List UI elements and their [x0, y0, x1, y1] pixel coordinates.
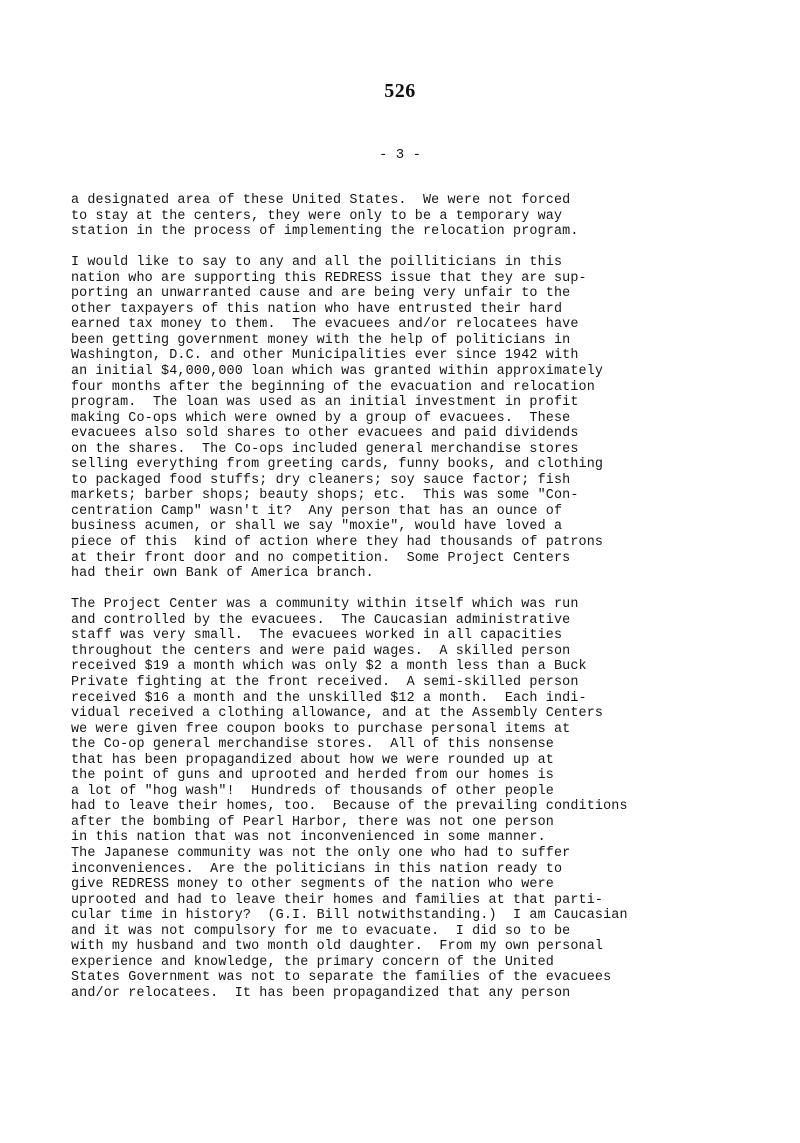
text-line: on the shares. The Co-ops included general merchandise stores: [71, 441, 579, 457]
text-line: a lot of "hog wash"! Hundreds of thousands of other people: [71, 783, 554, 799]
text-line: received $16 a month and the unskilled $12 a month. Each indi-: [71, 690, 587, 706]
text-line: piece of this kind of action where they had thousands of patrons: [71, 535, 604, 551]
text-line: Washington, D.C. and other Municipalities ever since 1942 with: [71, 348, 579, 364]
text-line: and/or relocatees. It has been propagandized that any person: [71, 985, 571, 1001]
body-text: [71, 193, 731, 1017]
text-line: nation who are supporting this REDRESS issue that they are sup-: [71, 270, 587, 286]
text-line: the Co-op general merchandise stores. All of this nonsense: [71, 737, 554, 753]
text-line: Private fighting at the front received. A semi-skilled person: [71, 674, 579, 690]
text-line: selling everything from greeting cards, funny books, and clothing: [71, 457, 604, 473]
text-line: earned tax money to them. The evacuees and/or relocatees have: [71, 317, 579, 333]
text-line: The Japanese community was not the only one who had to suffer: [71, 845, 571, 861]
text-line: had their own Bank of America branch.: [71, 566, 374, 582]
text-line: after the bombing of Pearl Harbor, there was not one person: [71, 814, 554, 830]
paragraph: [71, 597, 731, 1001]
text-line: throughout the centers and were paid wages. A skilled person: [71, 643, 571, 659]
text-line: an initial $4,000,000 loan which was granted within approximately: [71, 364, 604, 380]
text-line: with my husband and two month old daughter. From my own personal: [71, 939, 604, 955]
text-line: to stay at the centers, they were only to be a temporary way: [71, 208, 563, 224]
text-line: and controlled by the evacuees. The Caucasian administrative: [71, 612, 571, 628]
text-line: other taxpayers of this nation who have entrusted their hard: [71, 301, 563, 317]
text-line: The Project Center was a community within itself which was run: [71, 597, 579, 613]
text-line: in this nation that was not inconvenienced in some manner.: [71, 830, 546, 846]
text-line: evacuees also sold shares to other evacuees and paid dividends: [71, 426, 579, 442]
text-line: States Government was not to separate the families of the evacuees: [71, 970, 612, 986]
text-line: and it was not compulsory for me to evacuate. I did so to be: [71, 923, 571, 939]
text-line: markets; barber shops; beauty shops; etc. This was some "Con-: [71, 488, 579, 504]
text-line: staff was very small. The evacuees worked in all capacities: [71, 628, 563, 644]
text-line: vidual received a clothing allowance, and at the Assembly Centers: [71, 706, 604, 722]
sheet-number: - 3 -: [378, 147, 421, 163]
text-line: been getting government money with the help of politicians in: [71, 332, 571, 348]
text-line: uprooted and had to leave their homes and families at that parti-: [71, 892, 604, 908]
text-line: the point of guns and uprooted and herded from our homes is: [71, 768, 554, 784]
text-line: program. The loan was used as an initial investment in profit: [71, 395, 579, 411]
text-line: station in the process of implementing the relocation program.: [71, 224, 579, 240]
text-line: inconveniences. Are the politicians in this nation ready to: [71, 861, 563, 877]
text-line: experience and knowledge, the primary concern of the United: [71, 954, 554, 970]
paragraph: [71, 193, 731, 240]
text-line: a designated area of these United States. We were not forced: [71, 193, 571, 208]
text-line: making Co-ops which were owned by a group of evacuees. These: [71, 410, 571, 426]
text-line: give REDRESS money to other segments of the nation who were: [71, 877, 554, 893]
text-line: cular time in history? (G.I. Bill notwithstanding.) I am Caucasian: [71, 908, 628, 924]
text-line: four months after the beginning of the evacuation and relocation: [71, 379, 595, 395]
paragraph: [71, 255, 731, 581]
text-line: I would like to say to any and all the poilliticians in this: [71, 255, 563, 271]
text-line: centration Camp" wasn't it? Any person that has an ounce of: [71, 503, 563, 519]
text-line: at their front door and no competition. Some Project Centers: [71, 550, 571, 566]
text-line: porting an unwarranted cause and are being very unfair to the: [71, 286, 571, 302]
text-line: we were given free coupon books to purchase personal items at: [71, 721, 571, 737]
text-line: that has been propagandized about how we were rounded up at: [71, 752, 554, 768]
text-line: received $19 a month which was only $2 a month less than a Buck: [71, 659, 587, 675]
page-number: 526: [384, 80, 416, 102]
text-line: to packaged food stuffs; dry cleaners; soy sauce factor; fish: [71, 472, 571, 488]
text-line: business acumen, or shall we say "moxie", would have loved a: [71, 519, 563, 535]
text-line: had to leave their homes, too. Because of the prevailing conditions: [71, 799, 628, 815]
